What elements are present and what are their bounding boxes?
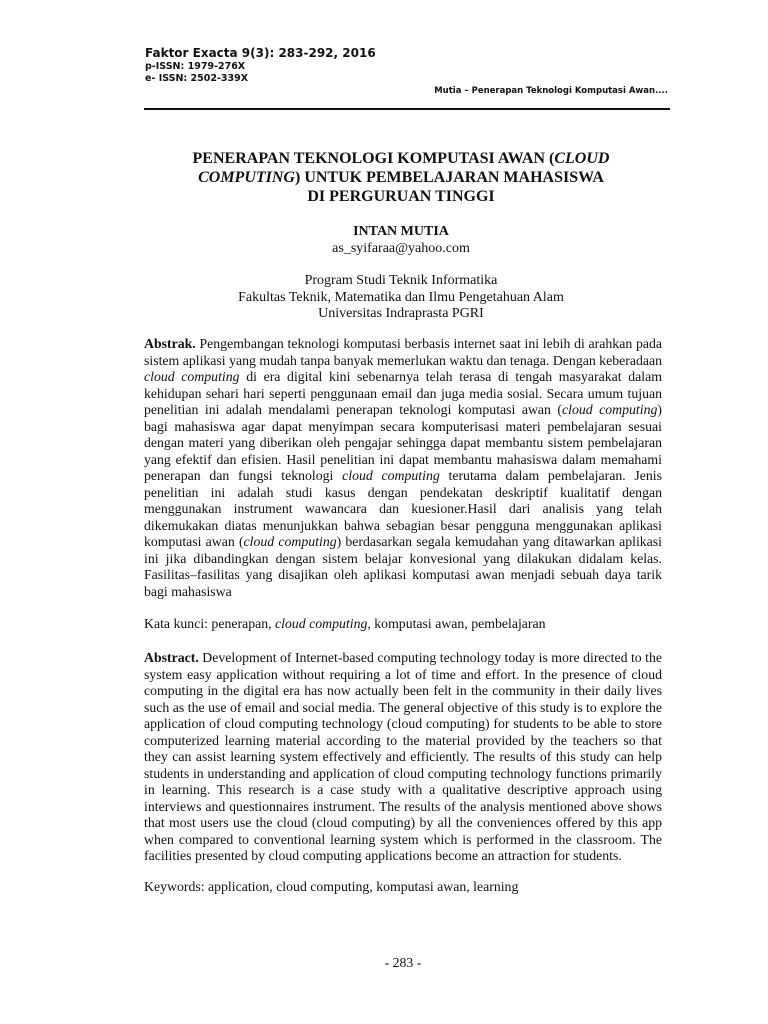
affiliation-faculty: Fakultas Teknik, Matematika dan Ilmu Pengetahuan Alam <box>238 289 564 305</box>
paper-title <box>144 149 658 206</box>
kata-kunci: Kata kunci: penerapan, cloud computing, komputasi awan, pembelajaran <box>144 616 546 631</box>
author-email: as_syifaraa@yahoo.com <box>332 241 470 256</box>
abstract-paragraph: Abstract. Development of Internet-based computing technology today is more directed to the system easy application without requiring a lot of time and effort. In the presence of cloud computing in the digital era has now actually been felt in the community in their daily lives such as the use of email and social media. The general objective of this study is to explore the application of cloud computing technology (cloud computing) for students to be able to store computerized learning material according to the material provided by the teachers so that they can assist learning system effectively and efficiently. The results of this study can help students in understanding and application of cloud computing technology functions primarily in learning. This research is a case study with a qualitative descriptive approach using interviews and questionnaires instrument. The results of the analysis mentioned above shows that most users use the cloud (cloud computing) by all the conveniences offered by this app when compared to conventional learning system which is performed in the classroom. The facilities presented by cloud computing applications become an attraction for students. <box>144 650 663 863</box>
print-issn: p-ISSN: 1979-276X <box>145 61 246 72</box>
affiliation-program: Program Studi Teknik Informatika <box>304 273 498 288</box>
header-rule <box>144 108 670 110</box>
abstrak-paragraph: Abstrak. Pengembangan teknologi komputasi berbasis internet saat ini lebih di arahkan pada sistem aplikasi yang mudah tanpa banyak memerlukan waktu dan tenaga. Dengan keberadaan cloud computing di era digital kini sebenarnya telah terasa di tengah masyarakat dalam kehidupan sehari hari seperti penggunaan email dan juga media sosial. Secara umum tujuan penelitian ini adalah mendalami penerapan teknologi komputasi awan (cloud computing) bagi mahasiswa agar dapat menyimpan secara komputerisasi materi pembelajaran sesuai dengan materi yang diberikan oleh pengajar sehingga dapat membantu sistem pembelajaran yang efektif dan efisien. Hasil penelitian ini dapat membantu mahasiswa dalam memahami penerapan dan fungsi teknologi cloud computing terutama dalam pembelajaran. Jenis penelitian ini adalah studi kasus dengan pendekatan deskriptif kualitatif dengan menggunakan instrument wawancara dan kuesioner.Hasil dari analisis yang telah dikemukakan diatas menunjukkan bahwa sebagian besar pengguna menggunakan aplikasi komputasi awan (cloud computing) berdasarkan segala kemudahan yang ditawarkan aplikasi ini jika dibandingkan dengan sistem belajar konvesional yang dilakukan didalam kelas. Fasilitas–fasilitas yang disajikan oleh aplikasi komputasi awan menjadi sebuah daya tarik bagi mahasiswa <box>144 336 662 599</box>
electronic-issn: e- ISSN: 2502-339X <box>145 73 249 84</box>
running-head: Mutia – Penerapan Teknologi Komputasi Awan.... <box>434 86 668 96</box>
page-number: - 283 - <box>384 955 422 970</box>
author-block <box>144 223 658 257</box>
abstrak-label: Abstrak. <box>144 336 196 351</box>
title-line-1: PENERAPAN TEKNOLOGI KOMPUTASI AWAN (CLOUD <box>192 150 610 167</box>
affiliation-university: Universitas Indraprasta PGRI <box>318 306 484 321</box>
journal-header <box>145 46 376 85</box>
journal-citation: Faktor Exacta 9(3): 283-292, 2016 <box>145 46 376 60</box>
title-line-2: COMPUTING) UNTUK PEMBELAJARAN MAHASISWA <box>198 169 604 186</box>
affiliation-block <box>144 273 658 323</box>
title-line-3: DI PERGURUAN TINGGI <box>307 188 495 205</box>
abstract-label: Abstract. <box>144 650 199 665</box>
keywords: Keywords: application, cloud computing, komputasi awan, learning <box>144 879 519 894</box>
author-name: INTAN MUTIA <box>353 224 449 239</box>
